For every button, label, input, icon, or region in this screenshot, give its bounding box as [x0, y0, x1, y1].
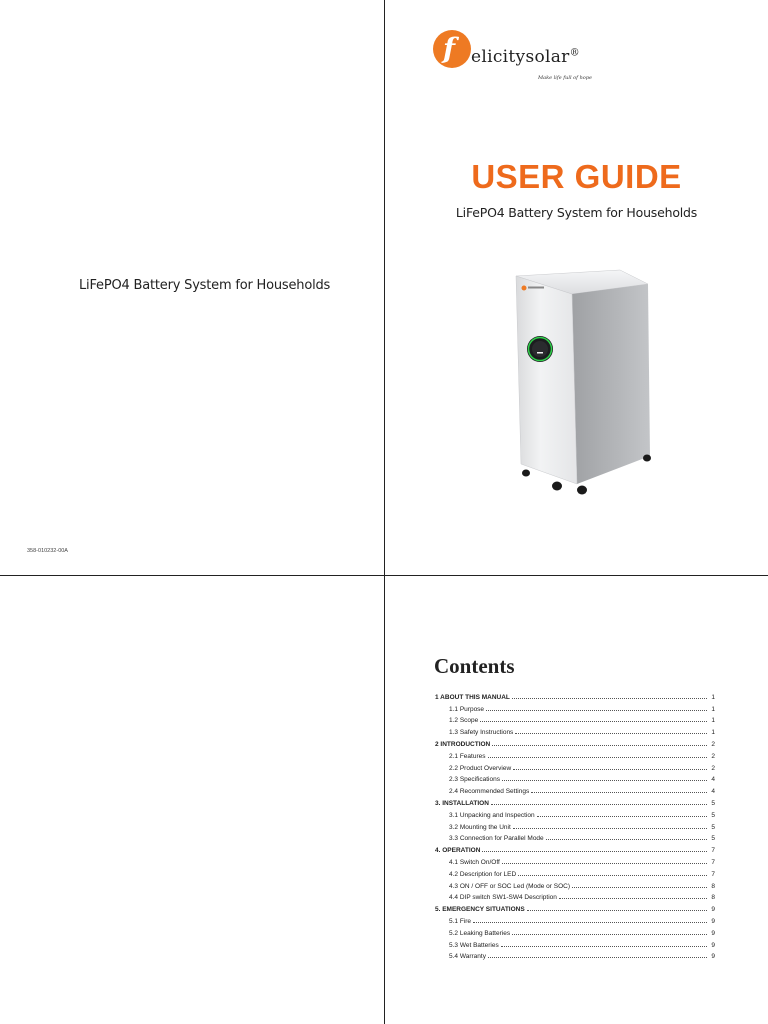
toc-leader-dots	[527, 909, 707, 911]
toc-entry-page: 1	[711, 717, 715, 725]
contents-page	[385, 576, 768, 1024]
toc-entry-page: 9	[711, 906, 715, 914]
toc-entry-label: 2.1 Features	[449, 752, 486, 760]
toc-entry[interactable]	[435, 772, 715, 784]
toc-entry[interactable]	[435, 866, 715, 878]
toc-entry-label: 3.1 Unpacking and Inspection	[449, 811, 535, 819]
toc-entry[interactable]	[435, 795, 715, 807]
logo-name-part1: elicity	[471, 47, 526, 67]
toc-entry-label: 3.3 Connection for Parallel Mode	[449, 835, 544, 843]
toc-entry-page: 9	[711, 929, 715, 937]
toc-entry[interactable]	[435, 901, 715, 913]
toc-leader-dots	[512, 697, 707, 699]
logo-name-part2: solar	[525, 47, 570, 67]
brand-tagline: Make life full of hope	[538, 75, 592, 81]
toc-entry-page: 1	[711, 693, 715, 701]
toc-entry-page: 5	[711, 835, 715, 843]
front-cover-page	[385, 0, 768, 575]
toc-entry-label: 5.3 Wet Batteries	[449, 941, 499, 949]
toc-entry-label: 3.2 Mounting the Unit	[449, 823, 511, 831]
toc-entry[interactable]	[435, 831, 715, 843]
toc-leader-dots	[502, 779, 707, 781]
toc-entry-page: 1	[711, 729, 715, 737]
toc-leader-dots	[559, 897, 707, 899]
toc-entry-page: 8	[711, 894, 715, 902]
toc-entry-label: 1.1 Purpose	[449, 705, 485, 713]
toc-entry-label: 2.3 Specifications	[449, 776, 500, 784]
toc-entry[interactable]	[435, 890, 715, 902]
toc-entry-page: 7	[711, 858, 715, 866]
toc-leader-dots	[546, 838, 707, 840]
toc-entry-label: 5.4 Warranty	[449, 953, 486, 961]
back-cover-page	[0, 0, 384, 575]
toc-leader-dots	[488, 756, 708, 758]
logo-wordmark	[471, 47, 580, 67]
toc-entry[interactable]	[435, 783, 715, 795]
toc-entry-page: 1	[711, 705, 715, 713]
toc-entry[interactable]	[435, 807, 715, 819]
toc-entry-label: 1.3 Safety Instructions	[449, 729, 514, 737]
toc-entry[interactable]	[435, 713, 715, 725]
contents-title: Contents	[434, 654, 515, 678]
toc-entry[interactable]	[435, 913, 715, 925]
toc-entry-page: 8	[711, 882, 715, 890]
toc-entry[interactable]	[435, 949, 715, 961]
toc-leader-dots	[473, 921, 707, 923]
toc-entry-page: 2	[711, 740, 715, 748]
document-number: 358-010232-00A	[27, 548, 68, 554]
toc-entry-page: 5	[711, 799, 715, 807]
toc-leader-dots	[512, 933, 707, 935]
registered-mark: ®	[569, 47, 580, 59]
toc-leader-dots	[488, 956, 707, 958]
toc-entry-label: 2.4 Recommended Settings	[449, 788, 530, 796]
toc-entry-label: 5. EMERGENCY SITUATIONS	[435, 906, 525, 914]
toc-entry-page: 2	[711, 752, 715, 760]
toc-leader-dots	[502, 862, 707, 864]
toc-entry-label: 1.2 Scope	[449, 717, 479, 725]
toc-entry-label: 4.4 DIP switch SW1-SW4 Description	[449, 894, 557, 902]
toc-entry-label: 2.2 Product Overview	[449, 764, 512, 772]
toc-entry-page: 9	[711, 917, 715, 925]
toc-entry-label: 3. INSTALLATION	[435, 799, 489, 807]
toc-leader-dots	[513, 768, 707, 770]
toc-entry[interactable]	[435, 701, 715, 713]
toc-leader-dots	[518, 874, 707, 876]
toc-entry-page: 9	[711, 953, 715, 961]
toc-entry-page: 4	[711, 788, 715, 796]
toc-entry[interactable]	[435, 760, 715, 772]
table-of-contents	[435, 689, 715, 960]
toc-entry[interactable]	[435, 854, 715, 866]
toc-entry[interactable]	[435, 937, 715, 949]
toc-leader-dots	[486, 709, 707, 711]
toc-entry-label: 5.2 Leaking Batteries	[449, 929, 511, 937]
toc-entry-page: 9	[711, 941, 715, 949]
toc-entry-label: 4.2 Description for LED	[449, 870, 517, 878]
toc-entry-page: 7	[711, 847, 715, 855]
toc-entry-page: 5	[711, 811, 715, 819]
toc-entry-page: 5	[711, 823, 715, 831]
toc-entry[interactable]	[435, 842, 715, 854]
toc-leader-dots	[572, 886, 707, 888]
logo-letter: f	[443, 32, 456, 65]
toc-entry[interactable]	[435, 925, 715, 937]
toc-entry[interactable]	[435, 878, 715, 890]
toc-entry[interactable]	[435, 724, 715, 736]
toc-leader-dots	[492, 744, 707, 746]
cover-title: USER GUIDE	[471, 158, 682, 195]
toc-entry[interactable]	[435, 819, 715, 831]
toc-entry-label: 5.1 Fire	[449, 917, 472, 925]
toc-leader-dots	[480, 720, 707, 722]
toc-leader-dots	[513, 827, 707, 829]
toc-leader-dots	[515, 732, 707, 734]
toc-entry-page: 7	[711, 870, 715, 878]
toc-leader-dots	[537, 815, 707, 817]
toc-entry-label: 4. OPERATION	[435, 847, 481, 855]
battery-product-image	[510, 268, 655, 498]
back-cover-subtitle: LiFePO4 Battery System for Households	[79, 278, 331, 293]
cover-subtitle: LiFePO4 Battery System for Households	[455, 205, 698, 220]
toc-entry-label: 1 ABOUT THIS MANUAL	[435, 693, 510, 701]
blank-page	[0, 576, 384, 1024]
toc-entry-page: 2	[711, 764, 715, 772]
toc-leader-dots	[482, 850, 707, 852]
toc-entry-label: 2 INTRODUCTION	[435, 740, 491, 748]
toc-leader-dots	[501, 945, 707, 947]
toc-entry-label: 4.1 Switch On/Off	[449, 858, 500, 866]
toc-entry-page: 4	[711, 776, 715, 784]
toc-entry[interactable]	[435, 748, 715, 760]
toc-entry[interactable]	[435, 736, 715, 748]
toc-leader-dots	[531, 791, 707, 793]
toc-leader-dots	[491, 803, 707, 805]
toc-entry-label: 4.3 ON / OFF or SOC Led (Mode or SOC)	[449, 882, 571, 890]
toc-entry[interactable]	[435, 689, 715, 701]
